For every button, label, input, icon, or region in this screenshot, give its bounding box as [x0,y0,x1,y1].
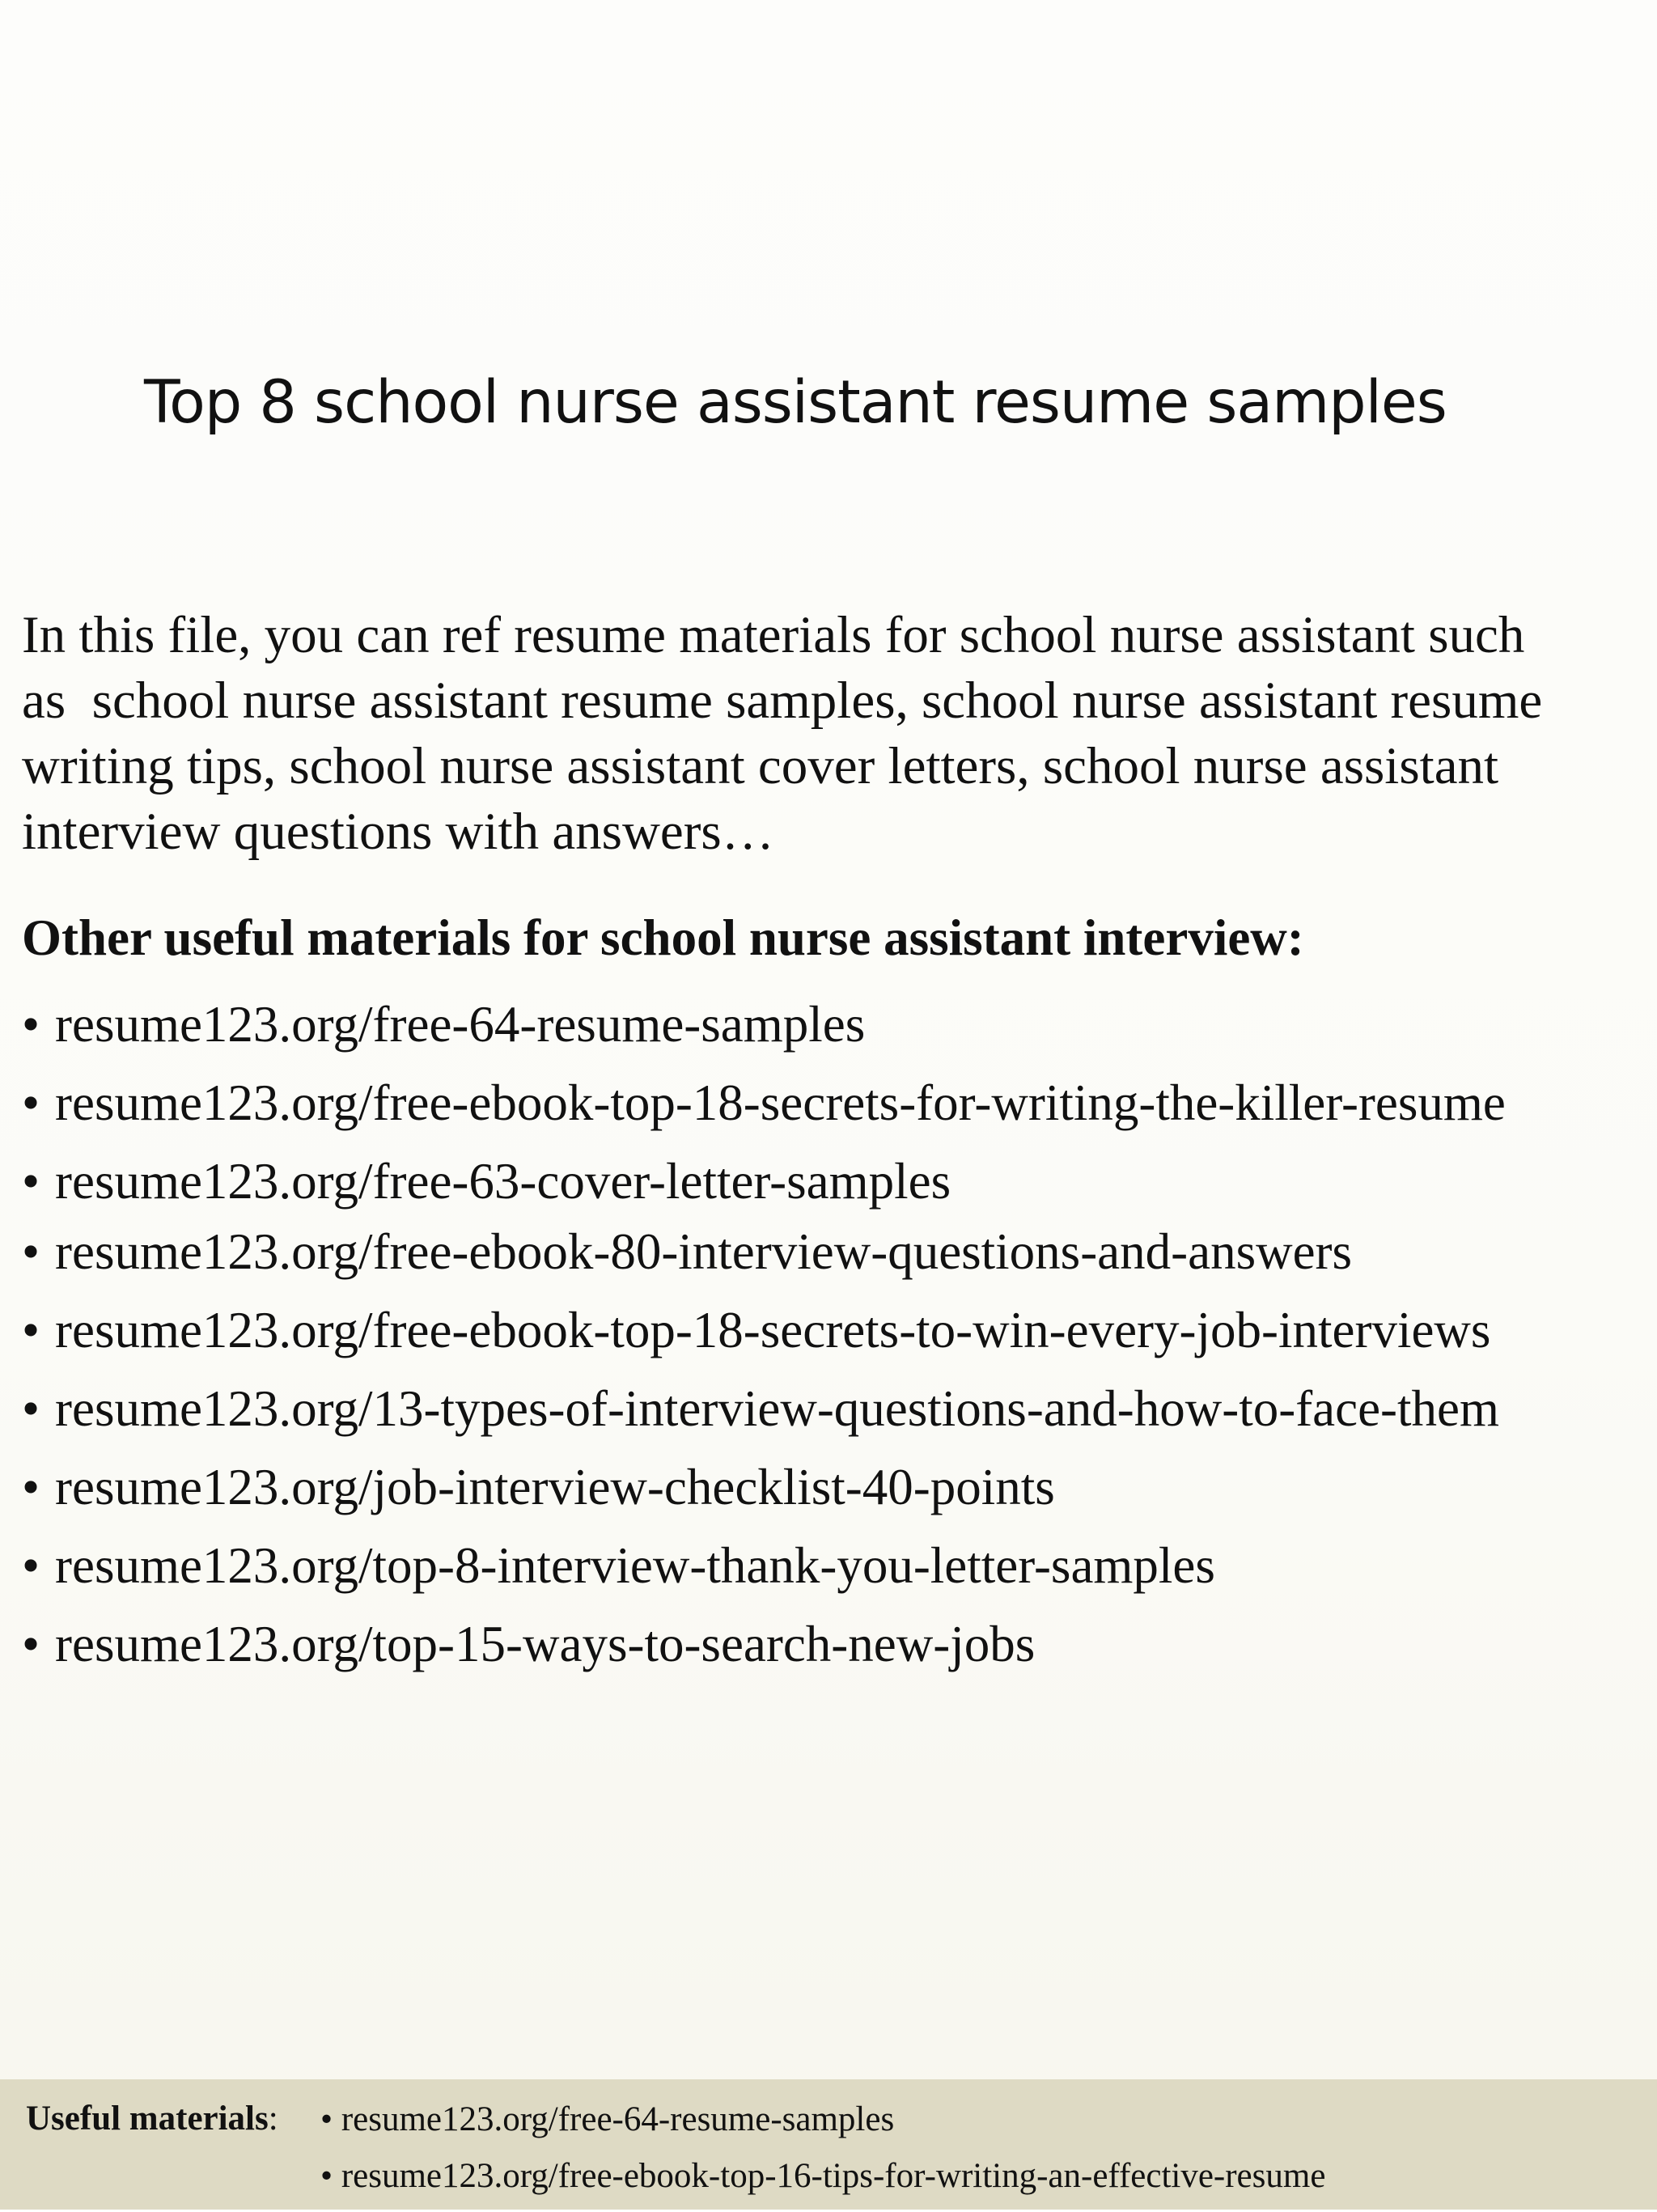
footer-material-link[interactable]: resume123.org/free-64-resume-samples [341,2100,895,2138]
list-item [22,1213,1652,1291]
material-link[interactable]: resume123.org/free-ebook-top-18-secrets-for-writing-the-killer-resume [55,1074,1506,1131]
other-materials-heading: Other useful materials for school nurse assistant interview: [22,909,1304,966]
list-item [22,1605,1652,1684]
materials-link-list [22,985,1652,1684]
list-item [22,1448,1652,1527]
bullet-icon: • [22,1302,40,1358]
bullet-icon: • [22,1153,40,1210]
list-item [22,1064,1652,1142]
material-link[interactable]: resume123.org/free-63-cover-letter-samples [55,1153,951,1210]
list-item [22,1142,1652,1221]
material-link[interactable]: resume123.org/free-64-resume-samples [55,996,866,1053]
bullet-icon: • [22,1616,40,1672]
intro-line: In this file, you can ref resume materials for school nurse assistant such [22,606,1525,664]
intro-line: as school nurse assistant resume samples, school nurse assistant resume [22,672,1543,730]
material-link[interactable]: resume123.org/free-ebook-top-18-secrets-to-win-every-job-interviews [55,1302,1491,1358]
material-link[interactable]: resume123.org/job-interview-checklist-40-points [55,1459,1055,1515]
intro-line: writing tips, school nurse assistant cover letters, school nurse assistant [22,737,1499,795]
list-item [320,2099,1325,2155]
footer-label-text: Useful materials [26,2100,269,2138]
bullet-icon: • [22,1074,40,1131]
bullet-icon: • [22,1537,40,1594]
bullet-icon: • [22,1223,40,1280]
list-item [22,1370,1652,1448]
useful-materials-footer [0,2079,1657,2210]
bullet-icon: • [22,996,40,1053]
bullet-icon: • [22,1380,40,1437]
material-link[interactable]: resume123.org/13-types-of-interview-questions-and-how-to-face-them [55,1380,1500,1437]
bullet-icon: • [320,2100,333,2138]
material-link[interactable]: resume123.org/top-8-interview-thank-you-letter-samples [55,1537,1215,1594]
footer-material-link[interactable]: resume123.org/free-ebook-top-16-tips-for-writing-an-effective-resume [341,2157,1326,2195]
intro-paragraph [22,603,1640,865]
list-item [22,1291,1652,1370]
list-item [320,2155,1325,2212]
list-item [22,1527,1652,1605]
bullet-icon: • [22,1459,40,1515]
list-item [22,985,1652,1064]
footer-link-list [320,2099,1325,2212]
intro-line: interview questions with answers… [22,803,774,861]
material-link[interactable]: resume123.org/top-15-ways-to-search-new-jobs [55,1616,1036,1672]
bullet-icon: • [320,2157,333,2195]
footer-label-separator: : [268,2100,278,2138]
page-title: Top 8 school nurse assistant resume samples [144,368,1447,437]
material-link[interactable]: resume123.org/free-ebook-80-interview-questions-and-answers [55,1223,1353,1280]
footer-label [26,2099,278,2138]
